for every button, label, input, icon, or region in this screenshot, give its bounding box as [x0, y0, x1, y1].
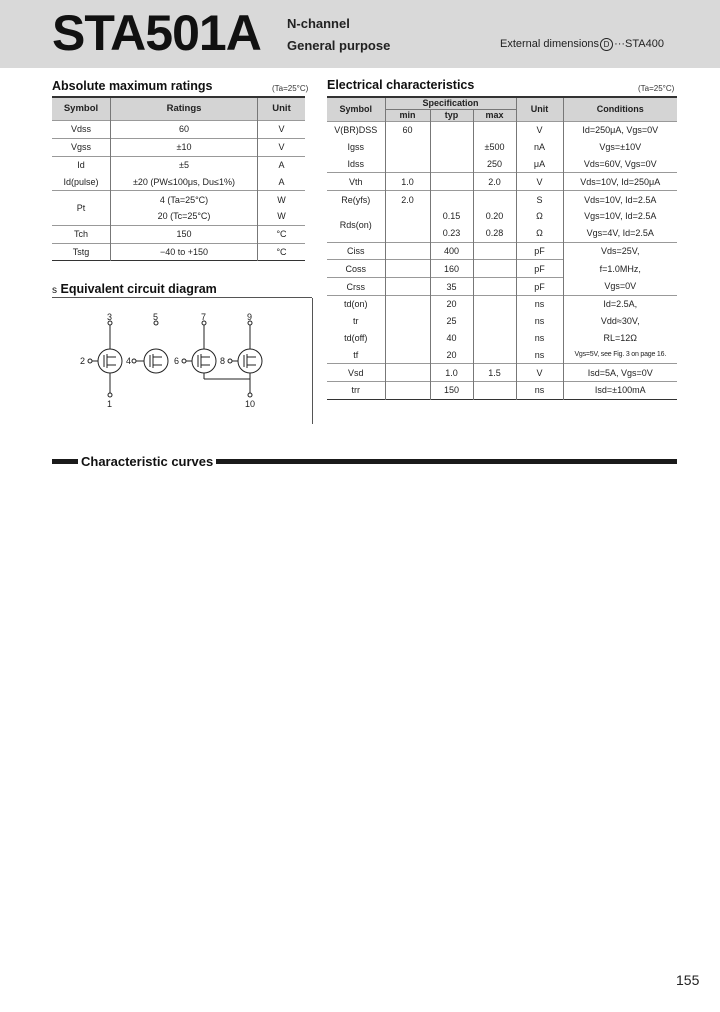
ec-cond: Id=2.5A, — [563, 295, 677, 312]
ec-symbol: Crss — [327, 278, 385, 296]
amr-rating: 150 — [111, 225, 258, 243]
ec-min: 60 — [385, 122, 430, 139]
ec-symbol: Re(yfs) — [327, 191, 385, 208]
ec-max — [473, 295, 516, 312]
ec-min — [385, 381, 430, 399]
ec-min — [385, 260, 430, 278]
ec-unit: Ω — [516, 225, 563, 242]
ec-min — [385, 346, 430, 363]
ec-min — [385, 278, 430, 296]
table-row — [327, 260, 677, 278]
ec-unit: pF — [516, 278, 563, 296]
table-row — [52, 225, 305, 243]
mosfet-symbol — [192, 349, 216, 373]
ec-symbol: Idss — [327, 156, 385, 173]
ec-unit: pF — [516, 260, 563, 278]
ec-unit: nA — [516, 139, 563, 156]
ec-typ: 20 — [430, 295, 473, 312]
ec-unit: ns — [516, 330, 563, 347]
amr-header-ratings: Ratings — [111, 97, 258, 121]
amr-unit: °C — [258, 225, 306, 243]
ec-header-typ: typ — [430, 110, 473, 122]
ec-cond: Id=250μA, Vgs=0V — [563, 122, 677, 139]
table-row — [52, 156, 305, 173]
ec-unit: V — [516, 122, 563, 139]
ec-max — [473, 381, 516, 399]
table-row — [327, 346, 677, 363]
ec-cond: Vds=60V, Vgs=0V — [583, 158, 657, 169]
ec-cond: Vgs=0V — [604, 281, 637, 292]
circuit-right-border — [312, 298, 313, 424]
amr-rating: ±10 — [111, 138, 258, 156]
table-row — [327, 381, 677, 399]
amr-symbol: Tch — [52, 225, 111, 243]
ec-header-spec: Specification — [385, 97, 516, 110]
table-row — [327, 156, 677, 173]
table-row — [327, 295, 677, 312]
ec-min — [385, 242, 430, 260]
ec-header-symbol: Symbol — [327, 97, 385, 122]
ec-max — [473, 346, 516, 363]
ec-typ — [430, 139, 473, 156]
ec-typ — [430, 122, 473, 139]
device-purpose: General purpose — [287, 38, 391, 53]
ec-cond: Vds=10V, Id=250μA — [563, 173, 677, 191]
amr-unit: W — [258, 191, 306, 208]
ec-unit: ns — [516, 381, 563, 399]
ec-unit: pF — [516, 242, 563, 260]
ec-typ: 40 — [430, 330, 473, 347]
ec-header-min: min — [385, 110, 430, 122]
ec-min — [385, 295, 430, 312]
table-row — [52, 173, 305, 190]
ec-symbol: tf — [327, 346, 385, 363]
ec-max — [473, 122, 516, 139]
ec-typ: 160 — [430, 260, 473, 278]
ec-typ: 400 — [430, 242, 473, 260]
ec-cond: Vgs=±10V — [599, 142, 642, 153]
ec-header-max: max — [473, 110, 516, 122]
table-row — [327, 278, 677, 296]
ec-max: 250 — [473, 156, 516, 173]
ec-typ — [430, 156, 473, 173]
amr-symbol: Id(pulse) — [52, 173, 111, 190]
pin-label: 2 — [80, 356, 86, 366]
pin-label: 3 — [107, 312, 113, 322]
ec-typ — [430, 191, 473, 208]
ec-typ: 35 — [430, 278, 473, 296]
table-row — [327, 173, 677, 191]
ec-symbol: V(BR)DSS — [327, 122, 385, 139]
ec-min — [385, 156, 430, 173]
mosfet-symbol — [144, 349, 168, 373]
ec-header-conditions: Conditions — [563, 97, 677, 122]
amr-condition: (Ta=25°C) — [272, 84, 309, 93]
external-dimensions-code: D — [600, 38, 613, 51]
table-row — [52, 121, 305, 139]
ec-cond: Vgs=10V, Id=2.5A — [584, 211, 657, 222]
ec-symbol: Ciss — [327, 242, 385, 260]
ec-symbol: Igss — [327, 139, 385, 156]
ec-max — [473, 242, 516, 260]
ec-header-unit: Unit — [516, 97, 563, 122]
pin-label: 9 — [247, 312, 253, 322]
ec-table — [327, 96, 677, 400]
ec-typ: 25 — [430, 313, 473, 330]
amr-unit: °C — [258, 243, 306, 261]
ec-symbol: tr — [327, 313, 385, 330]
ec-unit: ns — [516, 346, 563, 363]
mosfet-symbol — [238, 349, 262, 373]
ec-cond: Isd=±100mA — [563, 381, 677, 399]
ec-symbol: trr — [327, 381, 385, 399]
part-number: STA501A — [52, 5, 261, 61]
amr-unit: W — [277, 211, 286, 222]
circuit-bullet: s — [52, 285, 57, 296]
amr-header-symbol: Symbol — [52, 97, 111, 121]
ec-min — [385, 313, 430, 330]
amr-header-row — [52, 97, 305, 121]
ec-symbol: Vth — [327, 173, 385, 191]
ec-title: Electrical characteristics — [327, 78, 475, 92]
amr-symbol: Vdss — [52, 121, 111, 139]
ec-cond: Vds=10V, Id=2.5A — [563, 191, 677, 208]
ec-unit: V — [516, 173, 563, 191]
table-row — [327, 191, 677, 208]
ec-min: 2.0 — [385, 191, 430, 208]
pin-label: 8 — [220, 356, 226, 366]
ec-min — [385, 208, 430, 225]
ec-max — [473, 278, 516, 296]
amr-rating: ±5 — [111, 156, 258, 173]
ec-cond: Vgs=4V, Id=2.5A — [586, 228, 654, 239]
ec-max: 0.28 — [473, 225, 516, 242]
ec-cond: f=1.0MHz, — [599, 263, 641, 274]
ec-unit: Ω — [516, 208, 563, 225]
pin-label: 1 — [107, 399, 113, 409]
ec-unit: μA — [516, 156, 563, 173]
table-row — [52, 138, 305, 156]
mosfet-symbol — [98, 349, 122, 373]
table-row — [327, 122, 677, 139]
amr-unit: V — [258, 121, 306, 139]
ec-symbol: Coss — [327, 260, 385, 278]
ec-max — [473, 191, 516, 208]
amr-rating: ±20 (PW≤100μs, Du≤1%) — [111, 173, 258, 190]
ec-typ: 1.0 — [430, 364, 473, 382]
ec-cond: Vgs=5V, see Fig. 3 on page 16. — [574, 350, 667, 358]
ec-cond: RL=12Ω — [603, 332, 637, 343]
table-row — [327, 330, 677, 347]
amr-header-unit: Unit — [258, 97, 306, 121]
circuit-title-wrap — [52, 282, 217, 296]
table-row — [52, 191, 305, 208]
external-dimensions-package: ···STA400 — [614, 38, 664, 50]
ec-symbol: td(off) — [327, 330, 385, 347]
amr-symbol: Pt — [52, 191, 111, 226]
ec-typ — [430, 173, 473, 191]
amr-table — [52, 96, 305, 261]
table-row — [52, 243, 305, 261]
table-row — [327, 313, 677, 330]
pin-label: 7 — [201, 312, 207, 322]
ec-unit: ns — [516, 295, 563, 312]
circuit-divider — [52, 297, 312, 298]
ec-typ: 0.23 — [430, 225, 473, 242]
ec-typ: 0.15 — [430, 208, 473, 225]
table-row — [327, 139, 677, 156]
ec-max: 0.20 — [473, 208, 516, 225]
amr-unit: A — [258, 156, 306, 173]
amr-title: Absolute maximum ratings — [52, 79, 213, 93]
ec-cond: Isd=5A, Vgs=0V — [563, 364, 677, 382]
external-dimensions — [500, 38, 664, 51]
pin-label: 10 — [245, 399, 256, 409]
ec-symbol: Vsd — [327, 364, 385, 382]
ec-max — [473, 330, 516, 347]
amr-unit: A — [278, 176, 285, 187]
ec-condition: (Ta=25°C) — [638, 84, 675, 93]
pin-label: 6 — [174, 356, 180, 366]
amr-symbol: Id — [52, 156, 111, 173]
ec-unit: S — [516, 191, 563, 208]
ec-cond: Vdd≈30V, — [600, 316, 640, 327]
channel-type: N-channel — [287, 16, 350, 31]
ec-header-row — [327, 97, 677, 110]
ec-typ: 20 — [430, 346, 473, 363]
amr-symbol: Vgss — [52, 138, 111, 156]
ec-min: 1.0 — [385, 173, 430, 191]
ec-unit: V — [516, 364, 563, 382]
pin-label: 5 — [153, 312, 159, 322]
table-row — [327, 208, 677, 225]
ec-min — [385, 139, 430, 156]
amr-rating: 60 — [111, 121, 258, 139]
ec-min — [385, 330, 430, 347]
amr-symbol: Tstg — [52, 243, 111, 261]
amr-rating: 20 (Tc=25°C) — [111, 208, 258, 225]
ec-min — [385, 364, 430, 382]
ec-symbol: Rds(on) — [327, 208, 385, 242]
amr-unit: V — [258, 138, 306, 156]
ec-max: 2.0 — [473, 173, 516, 191]
table-row — [327, 242, 677, 260]
pin-label: 4 — [126, 356, 132, 366]
ec-max: 1.5 — [473, 364, 516, 382]
ec-max — [473, 260, 516, 278]
ec-max — [473, 313, 516, 330]
amr-rating: −40 to +150 — [111, 243, 258, 261]
ec-cond: Vds=25V, — [563, 242, 677, 260]
ec-symbol: td(on) — [327, 295, 385, 312]
table-row — [327, 364, 677, 382]
amr-rating: 4 (Ta=25°C) — [111, 191, 258, 208]
external-dimensions-label: External dimensions — [500, 38, 600, 50]
ec-min — [385, 225, 430, 242]
circuit-title: Equivalent circuit diagram — [60, 282, 217, 296]
ec-max: ±500 — [473, 139, 516, 156]
equivalent-circuit-diagram — [60, 305, 310, 420]
ec-unit: ns — [516, 313, 563, 330]
page-number: 155 — [676, 972, 700, 988]
curves-title: Characteristic curves — [78, 454, 216, 469]
ec-typ: 150 — [430, 381, 473, 399]
